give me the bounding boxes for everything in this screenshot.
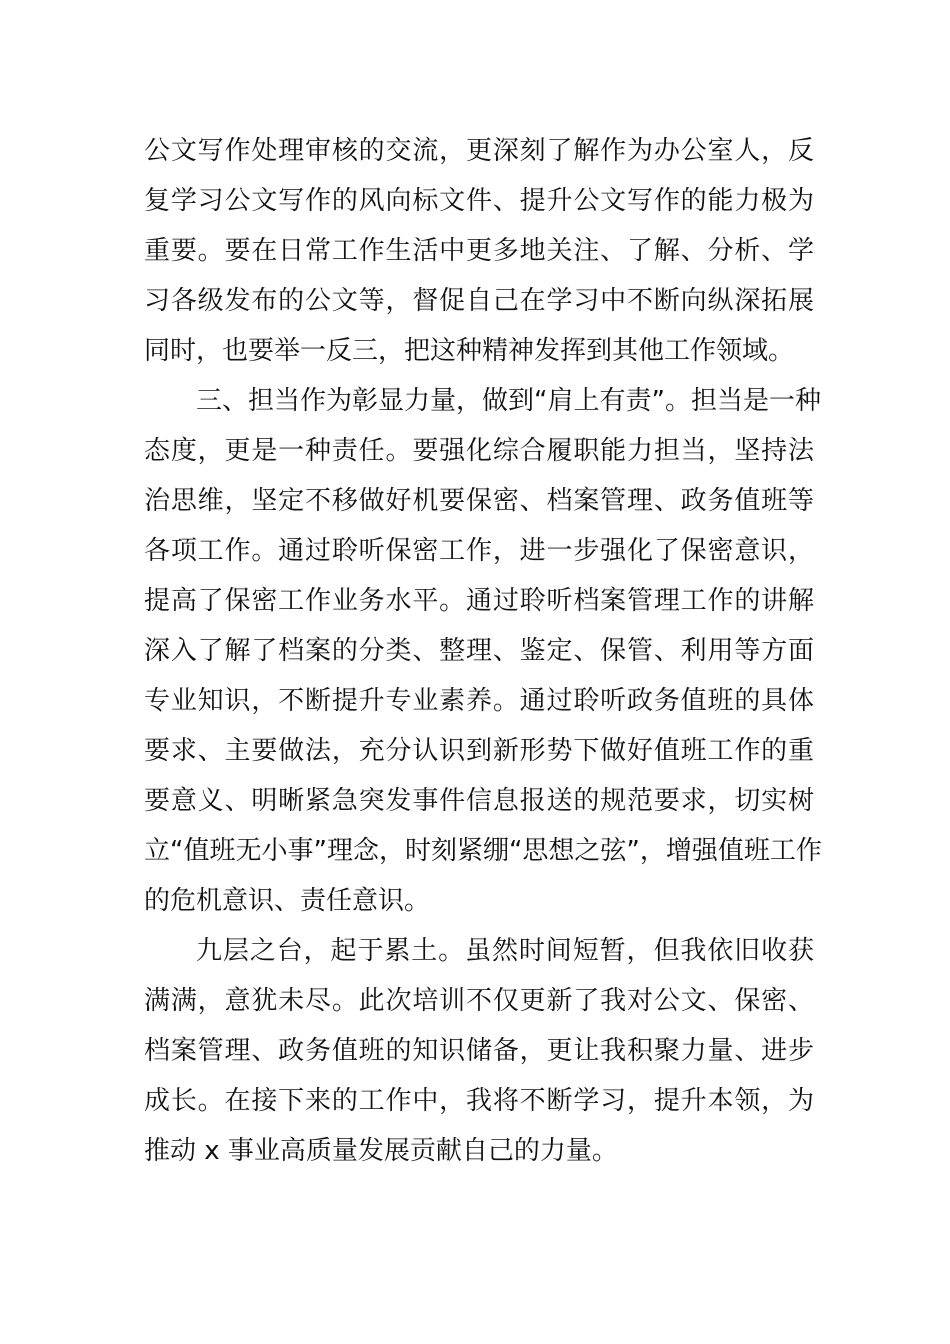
text-line: 要求、主要做法，充分认识到新形势下做好值班工作的重 bbox=[144, 736, 814, 766]
text-line: 立“值班无小事”理念，时刻紧绷“思想之弦”，增强值班工作 bbox=[144, 836, 822, 866]
text-line: 推动 x 事业高质量发展贡献自己的力量。 bbox=[144, 1136, 618, 1166]
text-line: 公文写作处理审核的交流，更深刻了解作为办公室人，反 bbox=[144, 136, 814, 166]
text-line: 深入了解了档案的分类、整理、鉴定、保管、利用等方面 bbox=[144, 636, 814, 666]
text-line: 三、担当作为彰显力量，做到“肩上有责”。担当是一种 bbox=[196, 386, 821, 416]
text-line: 习各级发布的公文等，督促自己在学习中不断向纵深拓展 bbox=[144, 286, 814, 316]
text-line: 同时，也要举一反三，把这种精神发挥到其他工作领域。 bbox=[144, 336, 795, 366]
text-line: 复学习公文写作的风向标文件、提升公文写作的能力极为 bbox=[144, 186, 814, 216]
text-line: 态度，更是一种责任。要强化综合履职能力担当，坚持法 bbox=[144, 436, 814, 466]
text-line: 专业知识，不断提升专业素养。通过聆听政务值班的具体 bbox=[144, 686, 814, 716]
text-line: 要意义、明晰紧急突发事件信息报送的规范要求，切实树 bbox=[144, 786, 814, 816]
text-line: 各项工作。通过聆听保密工作，进一步强化了保密意识， bbox=[144, 536, 814, 566]
text-line: 成长。在接下来的工作中，我将不断学习，提升本领，为 bbox=[144, 1086, 814, 1116]
text-line: 档案管理、政务值班的知识储备，更让我积聚力量、进步 bbox=[144, 1036, 814, 1066]
text-line: 提高了保密工作业务水平。通过聆听档案管理工作的讲解 bbox=[144, 586, 814, 616]
body-text bbox=[144, 126, 822, 1176]
text-line: 满满，意犹未尽。此次培训不仅更新了我对公文、保密、 bbox=[144, 986, 814, 1016]
text-line: 重要。要在日常工作生活中更多地关注、了解、分析、学 bbox=[144, 236, 814, 266]
text-line: 的危机意识、责任意识。 bbox=[144, 886, 431, 916]
text-line: 九层之台，起于累土。虽然时间短暂，但我依旧收获 bbox=[196, 936, 814, 966]
text-line: 治思维，坚定不移做好机要保密、档案管理、政务值班等 bbox=[144, 486, 814, 516]
